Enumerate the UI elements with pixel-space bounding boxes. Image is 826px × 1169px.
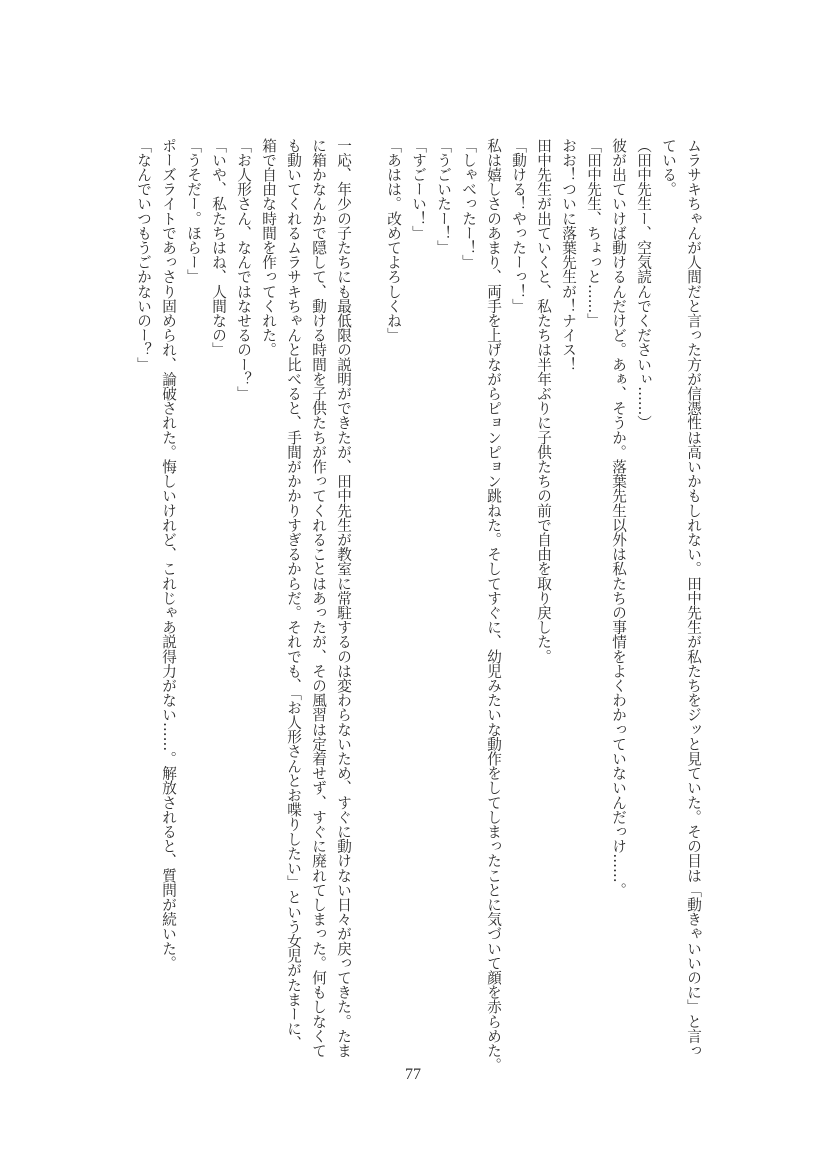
text-line: 彼が出ていけば動けるんだけど。あぁ、そうか。落葉先生以外は私たちの事情をよくわかっていないんだっけ……。 (610, 138, 627, 898)
text-line: 「いや、私たちはね、人間なの」 (210, 138, 227, 357)
page-number: 77 (405, 1066, 421, 1083)
text-line: ムラサキちゃんが人間だと言った方が信憑性は高いかもしれない。田中先生が私たちをジッと見ていた。その目は「動きゃいいのに」と言っ (685, 138, 702, 1058)
text-line: に箱かなんかで隠して、動ける時間を子供たちが作ってくれることはあったが、その風習は定着せず、すぐに廃れてしまった。何もしなくて (310, 138, 327, 1058)
text-line: 「なんでいつもうごかないのー？」 (135, 138, 152, 372)
text-line: 「あはは。改めてよろしくね」 (385, 138, 402, 343)
text-line: おお！ついに落葉先生が！ナイス！ (560, 138, 577, 372)
text-line: も動いてくれるムラサキちゃんと比べると、手間がかかりすぎるからだ。それでも、「お人形さんとお喋りしたい」という女児がたまーに、 (285, 138, 302, 1051)
text-line: 「すごーい！」 (410, 138, 427, 241)
text-line: 「しゃべったー！」 (460, 138, 477, 270)
text-line: 「田中先生、ちょっと……」 (585, 138, 602, 328)
text-line: 「動ける！やったーっ！」 (510, 138, 527, 314)
text-line: ている。 (660, 138, 677, 197)
text-line: 「お人形さん、なんではなせるのー？」 (235, 138, 252, 401)
text-line: 私は嬉しさのあまり、両手を上げながらピョンピョン跳ねた。そしてすぐに、幼児みたいな動作をしてしまったことに気づいて顔を赤らめた。 (485, 138, 502, 1073)
vertical-text-body (131, 138, 706, 1073)
blank-line (356, 138, 381, 1073)
text-line: ポーズライトであっさり固められ、論破された。悔しいけれど、これじゃあ説得力がない……。解放されると、質問が続いた。 (160, 138, 177, 971)
text-line: 箱で自由な時間を作ってくれた。 (260, 138, 277, 357)
text-line: （田中先生ー、空気読んでくださいぃ……） (635, 138, 652, 430)
text-line: 田中先生が出ていくと、私たちは半年ぶりに子供たちの前で自由を取り戻した。 (535, 138, 552, 664)
text-line: 一応、年少の子たちにも最低限の説明ができたが、田中先生が教室に常駐するのは変わらないため、すぐに動けない日々が戻ってきた。たま (335, 138, 352, 1058)
text-line: 「うごいたー！」 (435, 138, 452, 255)
text-line: 「うそだー。ほらー」 (185, 138, 202, 284)
